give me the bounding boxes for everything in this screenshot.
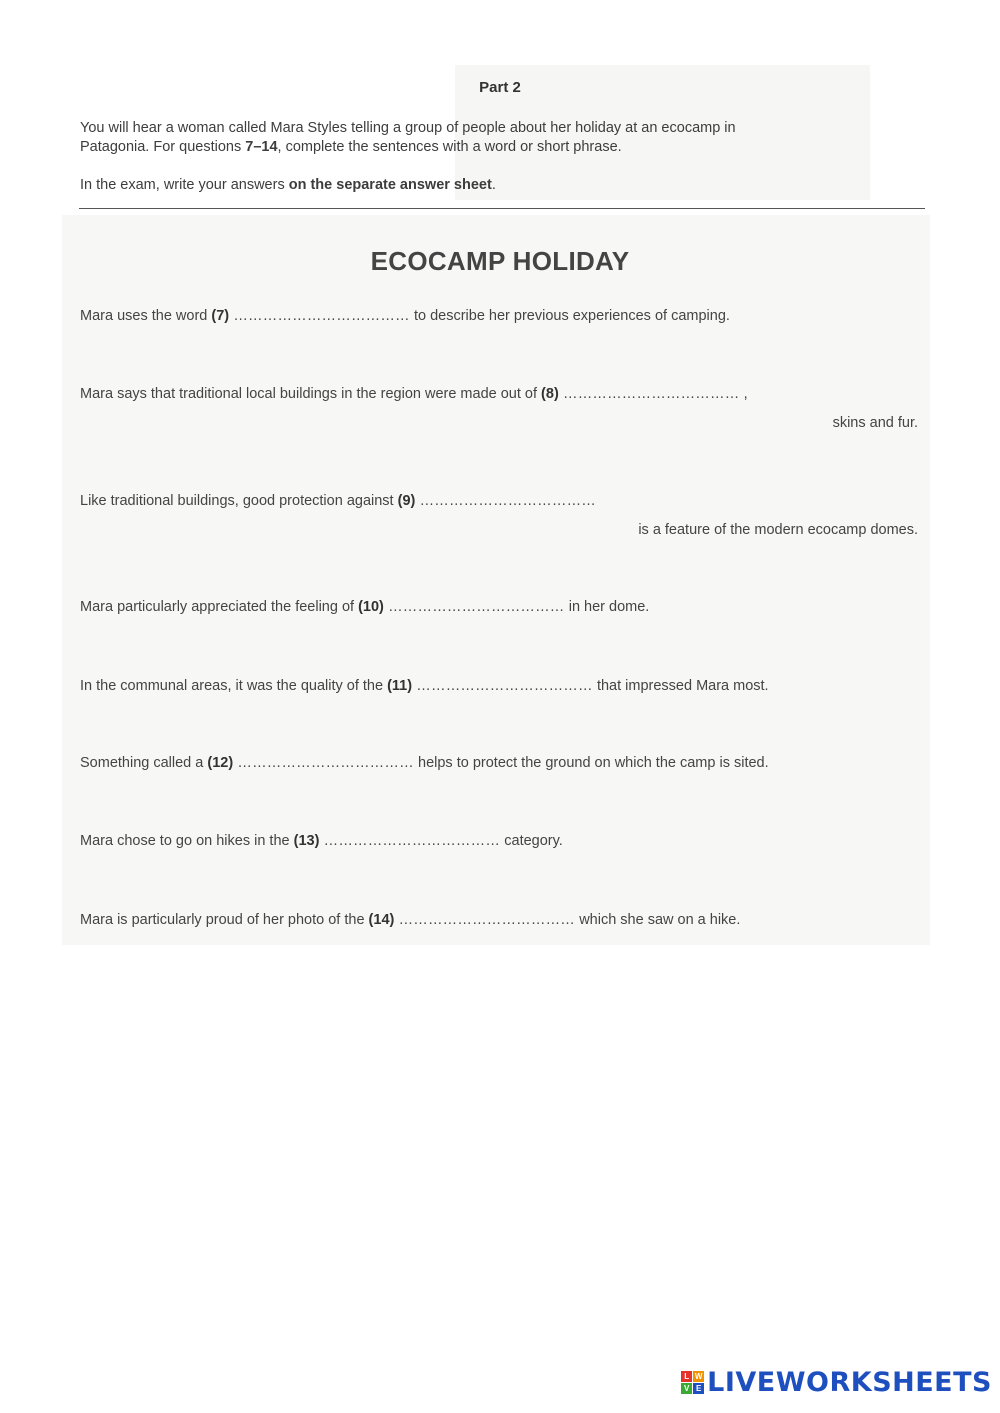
exam-note: [80, 177, 880, 193]
logo-mark-icon: [681, 1371, 704, 1394]
question-11: [80, 678, 769, 694]
answer-blank-14[interactable]: ………………………………: [394, 912, 580, 928]
question-text: Mara particularly appreciated the feeling of: [80, 599, 359, 615]
question-13: [80, 833, 563, 849]
question-text: that impressed Mara most.: [596, 678, 769, 694]
answer-blank-12[interactable]: ………………………………: [233, 755, 419, 771]
logo-mark-letter: W: [694, 1371, 703, 1381]
instructions-text: , complete the sentences with a word or short phrase.: [277, 139, 622, 155]
question-number: (8): [541, 386, 559, 402]
divider: [79, 208, 925, 209]
question-number: (10): [358, 599, 384, 615]
logo-mark-letter: V: [681, 1383, 692, 1394]
question-number: (12): [207, 755, 234, 771]
instructions-text: Patagonia. For questions: [80, 139, 246, 155]
answer-blank-10[interactable]: ………………………………: [383, 599, 569, 615]
question-text: Mara chose to go on hikes in the: [80, 833, 294, 849]
question-text: to describe her previous experiences of camping.: [413, 308, 730, 324]
question-10: [80, 599, 649, 615]
answer-blank-8[interactable]: ……………………………… ,: [558, 386, 748, 402]
question-9-continuation: is a feature of the modern ecocamp domes.: [638, 522, 918, 538]
instructions-line-1: You will hear a woman called Mara Styles telling a group of people about her holiday at an ecocamp in: [80, 120, 736, 136]
question-text: In the communal areas, it was the quality of the: [80, 678, 388, 694]
answer-blank-11[interactable]: ………………………………: [412, 678, 597, 694]
question-text: helps to protect the ground on which the camp is sited.: [418, 755, 769, 771]
question-text: Like traditional buildings, good protection against: [80, 493, 398, 509]
logo-mark-letter: E: [693, 1383, 704, 1394]
question-14: [80, 912, 740, 928]
question-text: Mara says that traditional local buildings in the region were made out of: [80, 386, 542, 402]
question-7: [80, 308, 730, 324]
exam-note-text: In the exam, write your answers: [80, 177, 289, 193]
question-text: Mara uses the word: [80, 308, 212, 324]
question-number: (7): [211, 308, 230, 324]
logo-text: LIVEWORKSHEETS: [707, 1366, 992, 1398]
exam-note-text: .: [491, 177, 496, 193]
answer-blank-9[interactable]: ………………………………: [415, 493, 596, 509]
question-text: in her dome.: [568, 599, 650, 615]
question-number: (9): [397, 493, 416, 509]
question-number: (14): [368, 912, 395, 928]
question-text: Something called a: [80, 755, 208, 771]
instructions: [80, 119, 880, 157]
question-8: [80, 386, 748, 402]
page-title: ECOCAMP HOLIDAY: [370, 246, 630, 276]
question-text: which she saw on a hike.: [579, 912, 741, 928]
question-range: 7–14: [245, 139, 278, 155]
logo-mark-letter: L: [681, 1371, 692, 1382]
instructions-line-2: [80, 138, 880, 157]
liveworksheets-logo[interactable]: [681, 1367, 992, 1397]
exam-note-emphasis: on the separate answer sheet: [288, 177, 492, 193]
question-text: category.: [504, 833, 563, 849]
question-8-continuation: skins and fur.: [832, 415, 918, 431]
answer-blank-13[interactable]: ………………………………: [319, 833, 505, 849]
answer-blank-7[interactable]: ………………………………: [229, 308, 414, 324]
question-number: (13): [293, 833, 320, 849]
question-9: [80, 493, 596, 509]
question-text: Mara is particularly proud of her photo of the: [80, 912, 369, 928]
part-heading: Part 2: [479, 79, 521, 96]
question-number: (11): [387, 678, 413, 694]
question-12: [80, 755, 769, 771]
